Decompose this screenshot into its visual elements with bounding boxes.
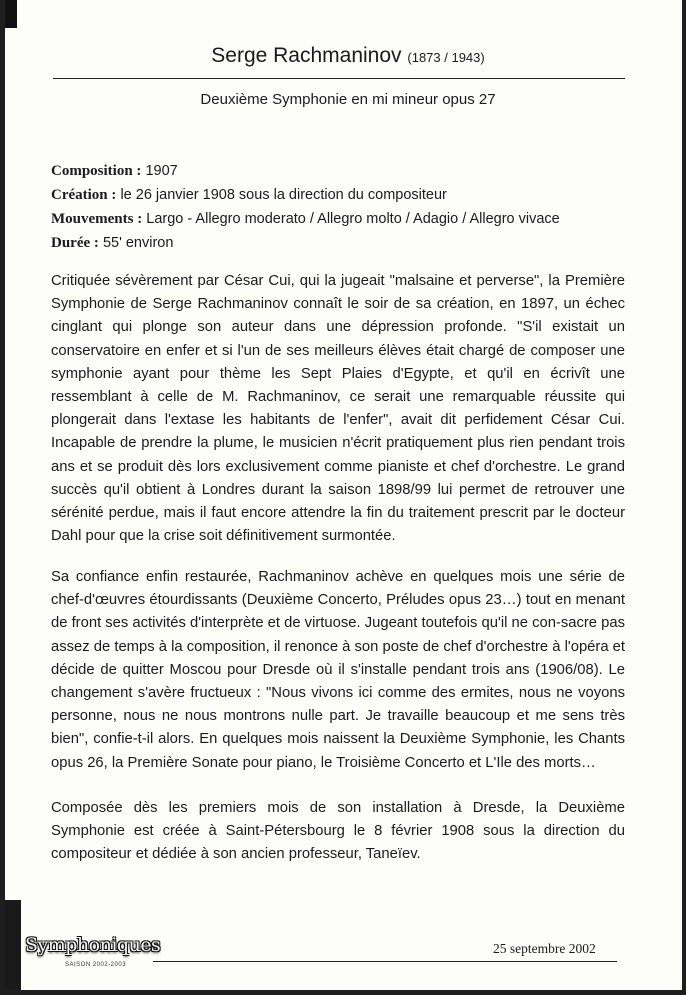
page-title — [5, 44, 686, 68]
detail-value: 55' environ — [102, 235, 174, 251]
detail-label: Création : — [51, 187, 117, 203]
logo-wordmark: Symphoniques — [25, 934, 161, 956]
work-details — [51, 159, 651, 255]
scan-edge-mark — [5, 0, 17, 28]
symphoniques-logo — [19, 928, 161, 974]
detail-label: Durée : — [51, 235, 99, 251]
body-paragraph: Sa confiance enfin restaurée, Rachmaninov achève en quelques mois une série de chef-d'œuvres étourdissants (Deuxième Concerto, Préludes opus 23…) tout en menant de front ses activités d'interprète et de virtuose. Jugeant toutefois qu'il ne con-sacre pas assez de temps à la composition, il renonce à son poste de chef d'orchestre à l'opéra et décide de quitter Moscou pour Dresde où il s'installe pendant trois ans (1906/08). Le changement s'avère fructueux : "Nous vivons ici comme des ermites, nous ne voyons personne, nous ne nous montrons nulle part. Je travaille beaucoup et me sens très bien", confie-t-il alors. En quelques mois naissent la Deuxième Symphonie, les Chants opus 26, la Première Sonate pour piano, le Troisième Concerto et L'Ile des morts… — [51, 569, 626, 771]
detail-label: Composition : — [51, 163, 142, 179]
body-paragraph: Critiquée sévèrement par César Cui, qui la jugeait "malsaine et perverse", la Première Symphonie de Serge Rachmaninov connaît le soir de sa création, en 1897, un échec cinglant qui plonge son auteur dans une dépression profonde. "S'il existait un conservatoire en enfer et si l'un de ses meilleurs élèves était chargé de composer une symphonie ayant pour thème les Sept Plaies d'Egypte, et qu'il en écrivît une ressemblant à celle de M. Rachmaninov, ce serait une remarquable réussite qui plongerait dans l'extase les habitants de l'enfer", avait dit perfidement César Cui. Incapable de prendre la plume, le musicien n'écrit pratiquement plus rien pendant trois ans et se produit dès lors exclusivement comme pianiste et chef d'orchestre. Le grand succès qu'il obtient à Londres durant la saison 1898/99 lui permet de retrouver une sérénité perdue, mais il faut encore attendre la fin du traitement prescrit par le docteur Dahl pour que la crise soit définitivement surmontée. — [51, 273, 625, 545]
detail-value: le 26 janvier 1908 sous la direction du compositeur — [120, 187, 447, 203]
composer-name: Serge Rachmaninov — [211, 44, 402, 67]
footer-divider — [153, 961, 617, 962]
composer-years: (1873 / 1943) — [407, 50, 485, 65]
logo-season: SAISON 2002-2003 — [65, 962, 127, 968]
body-paragraph: Composée dès les premiers mois de son installation à Dresde, la Deuxième Symphonie est créée à Saint-Pétersbourg le 8 février 1908 sous la direction du compositeur et dédiée à son ancien professeur, Taneïev. — [51, 800, 625, 863]
detail-label: Mouvements : — [51, 211, 143, 227]
detail-value: 1907 — [145, 163, 178, 179]
concert-date: 25 septembre 2002 — [493, 941, 596, 956]
detail-composition — [51, 159, 651, 183]
detail-value: Largo - Allegro moderato / Allegro molto / Adagio / Allegro vivace — [146, 211, 560, 227]
detail-movements — [51, 207, 651, 231]
detail-duration — [51, 231, 651, 255]
detail-creation — [51, 183, 651, 207]
title-divider — [53, 78, 625, 79]
work-title: Deuxième Symphonie en mi mineur opus 27 — [200, 91, 496, 108]
